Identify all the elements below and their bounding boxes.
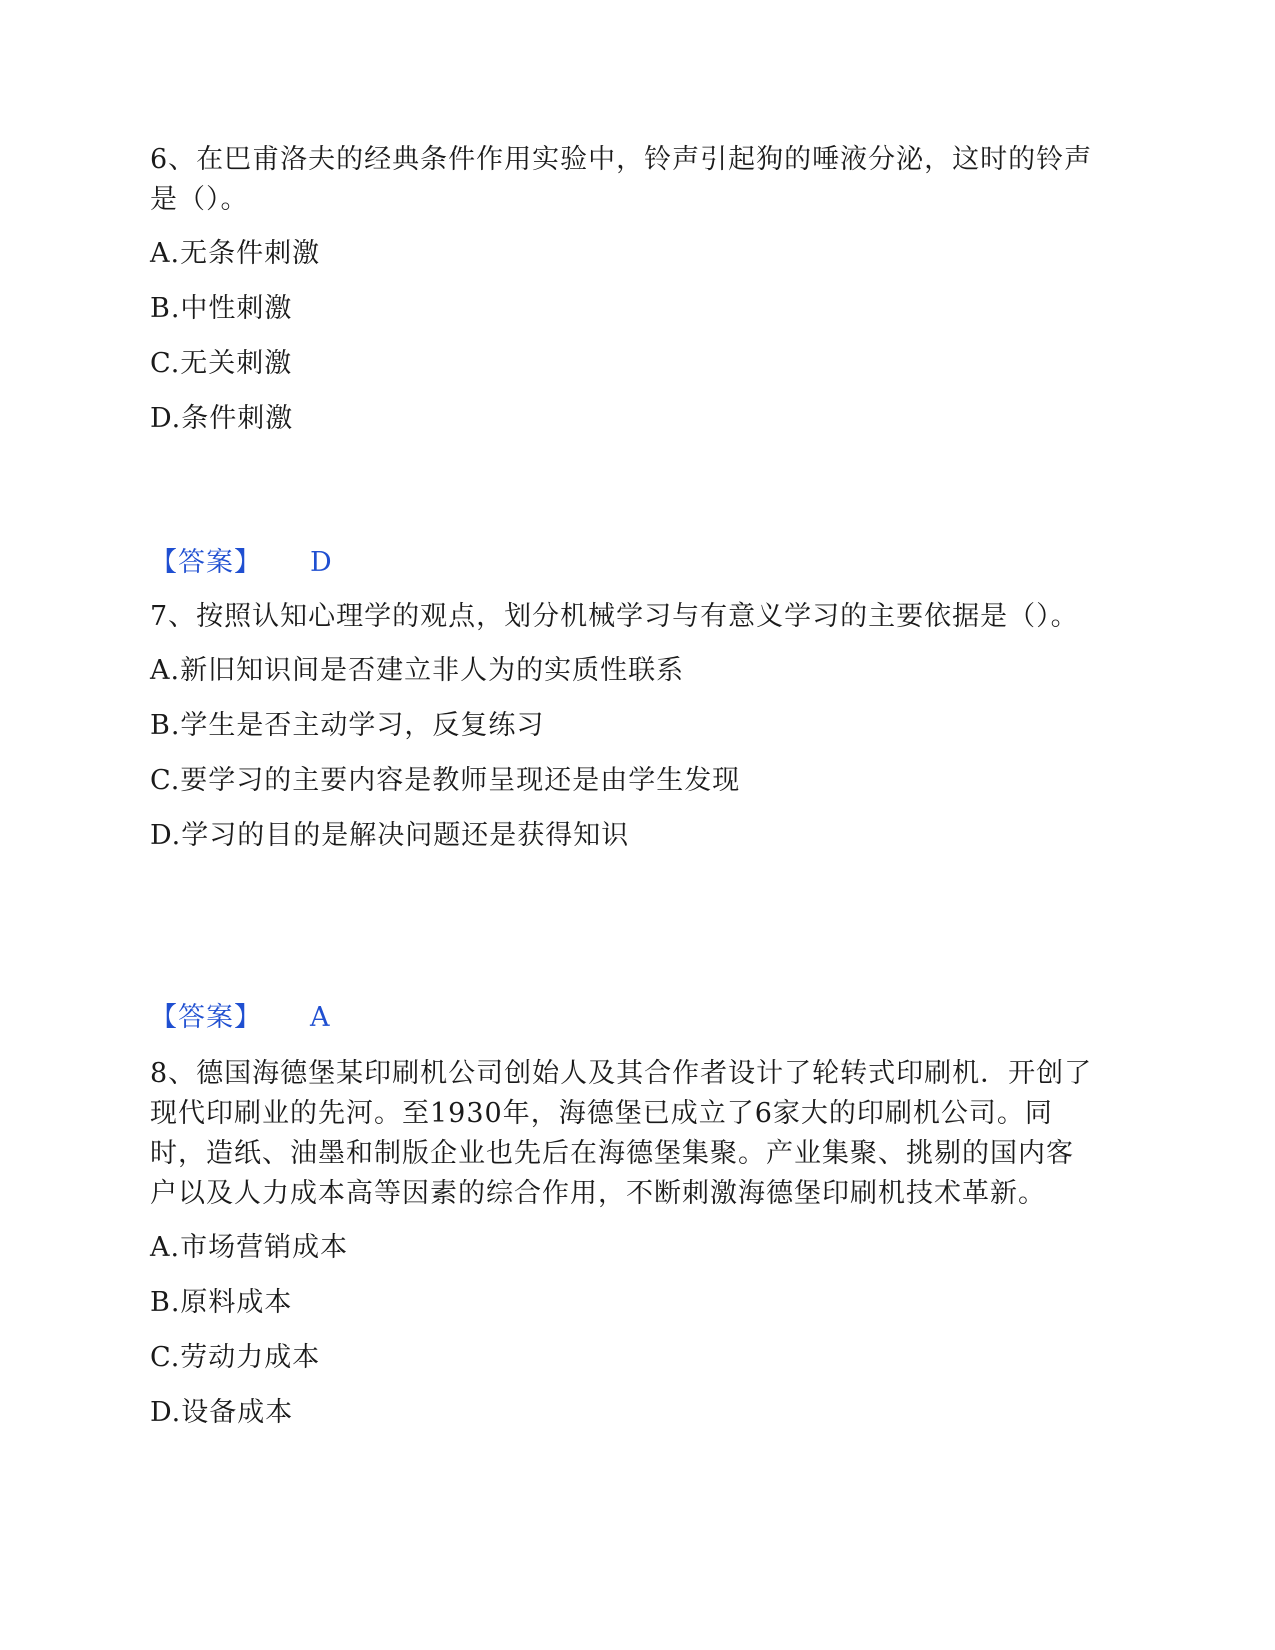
question-7 [150, 597, 1100, 856]
answer-value: D [310, 547, 332, 578]
option-a: A.市场营销成本 [150, 1232, 349, 1263]
question-8 [150, 1054, 1100, 1433]
option-a: A.新旧知识间是否建立非人为的实质性联系 [150, 655, 685, 686]
answer-label: 【答案】 [150, 547, 262, 578]
answer-value: A [310, 1002, 330, 1033]
option-d: D.条件刺激 [150, 403, 294, 434]
option-a: A.无条件刺激 [150, 238, 321, 269]
option-c: C.劳动力成本 [150, 1342, 321, 1373]
option-d: D.学习的目的是解决问题还是获得知识 [150, 820, 630, 851]
answer-7 [150, 998, 330, 1038]
option-d: D.设备成本 [150, 1397, 294, 1428]
answer-6 [150, 543, 332, 583]
option-b: B.原料成本 [150, 1287, 293, 1318]
option-c: C.要学习的主要内容是教师呈现还是由学生发现 [150, 765, 741, 796]
option-b: B.学生是否主动学习，反复练习 [150, 710, 545, 741]
question-stem: 7、按照认知心理学的观点，划分机械学习与有意义学习的主要依据是（）。 [150, 601, 1079, 632]
answer-label: 【答案】 [150, 1002, 262, 1033]
question-6 [150, 140, 1100, 439]
option-c: C.无关刺激 [150, 348, 293, 379]
question-stem: 8、德国海德堡某印刷机公司创始人及其合作者设计了轮转式印刷机．开创了现代印刷业的先河。至1930年，海德堡已成立了6家大的印刷机公司。同时，造纸、油墨和制版企业也先后在海德堡集聚。产业集聚、挑剔的国内客户以及人力成本高等因素的综合作用，不断刺激海德堡印刷机技术革新。 [150, 1058, 1093, 1209]
option-b: B.中性刺激 [150, 293, 293, 324]
question-stem: 6、在巴甫洛夫的经典条件作用实验中，铃声引起狗的唾液分泌，这时的铃声是（）。 [150, 144, 1093, 215]
